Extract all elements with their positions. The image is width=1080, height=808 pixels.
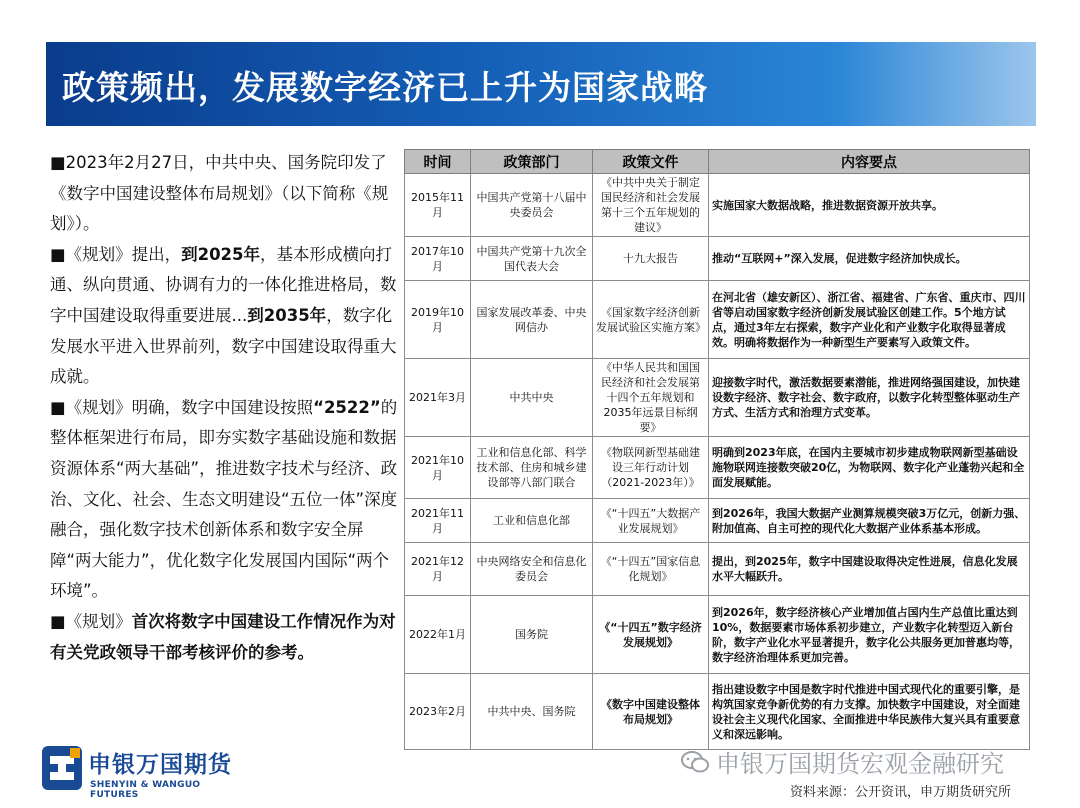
paragraph-1: ■2023年2月27日，中共中央、国务院印发了《数字中国建设整体布局规划》（以下简称《规划》）。 (50, 153, 389, 234)
cell-doc: 《中共中央关于制定国民经济和社会发展第十三个五年规划的建议》 (593, 174, 709, 237)
table-row (405, 499, 1030, 543)
source-note: 资料来源：公开资讯，申万期货研究所 (790, 785, 1012, 800)
cell-time: 2015年11月 (405, 174, 471, 237)
cell-time: 2019年10月 (405, 281, 471, 359)
cell-dept: 中央网络安全和信息化委员会 (471, 543, 593, 596)
cell-content: 到2026年，数字经济核心产业增加值占国内生产总值比重达到10%，数据要素市场体系初步建立，产业数字化转型迈入新台阶，数字产业化水平显著提升，数字化公共服务更加普惠均等，数字经济治理体系更加完善。 (709, 596, 1030, 674)
header-time: 时间 (405, 150, 471, 174)
header-doc: 政策文件 (593, 150, 709, 174)
cell-doc: 《中华人民共和国国民经济和社会发展第十四个五年规划和2035年远景目标纲要》 (593, 359, 709, 437)
table-row (405, 281, 1030, 359)
cell-time: 2022年1月 (405, 596, 471, 674)
cell-dept: 中共中央、国务院 (471, 674, 593, 750)
cell-content: 指出建设数字中国是数字时代推进中国式现代化的重要引擎，是构筑国家竞争新优势的有力支撑。加快数字中国建设，对全面建设社会主义现代化国家、全面推进中华民族伟大复兴具有重要意义和深远影响。 (709, 674, 1030, 750)
table-row (405, 596, 1030, 674)
cell-dept: 中共中央 (471, 359, 593, 437)
cell-doc: 《“十四五”国家信息化规划》 (593, 543, 709, 596)
cell-time: 2021年3月 (405, 359, 471, 437)
paragraph-3-text-b: 的整体框架进行布局，即夯实数字基础设施和数据资源体系“两大基础”，推进数字技术与经济、政治、文化、社会、生态文明建设“五位一体”深度融合，强化数字技术创新体系和数字安全屏障“两大能力”，优化数字化发展国内国际“两个环境”。 (50, 397, 398, 601)
paragraph-2 (50, 240, 400, 393)
table-row (405, 237, 1030, 281)
table-row (405, 359, 1030, 437)
cell-doc: 《“十四五”大数据产业发展规划》 (593, 499, 709, 543)
cell-content: 明确到2023年底，在国内主要城市初步建成物联网新型基础设施物联网连接数突破20亿，为物联网、数字化产业蓬勃兴起和全面发展赋能。 (709, 437, 1030, 499)
table-row (405, 543, 1030, 596)
table-row (405, 174, 1030, 237)
cell-time: 2021年12月 (405, 543, 471, 596)
cell-content: 迎接数字时代，激活数据要素潜能，推进网络强国建设，加快建设数字经济、数字社会、数字政府，以数字化转型整体驱动生产方式、生活方式和治理方式变革。 (709, 359, 1030, 437)
title-bar (46, 42, 1036, 126)
paragraph-3 (50, 393, 400, 607)
company-logo (40, 744, 240, 802)
cell-time: 2021年11月 (405, 499, 471, 543)
cell-dept: 国家发展改革委、中央网信办 (471, 281, 593, 359)
cell-doc: 《国家数字经济创新发展试验区实施方案》 (593, 281, 709, 359)
cell-doc-highlight: 《“十四五”数字经济发展规划》 (593, 596, 709, 674)
cell-doc: 《物联网新型基础建设三年行动计划（2021-2023年）》 (593, 437, 709, 499)
cell-content: 在河北省（雄安新区）、浙江省、福建省、广东省、重庆市、四川省等启动国家数字经济创新发展试验区创建工作。5个地方试点，通过3年左右探索，数字产业化和产业数字化取得显著成效。明确将数据作为一种新型生产要素写入政策文件。 (709, 281, 1030, 359)
header-content: 内容要点 (709, 150, 1030, 174)
logo-english-name: SHENYIN & WANGUO FUTURES (90, 780, 201, 800)
cell-time: 2017年10月 (405, 237, 471, 281)
cell-content: 到2026年，我国大数据产业测算规模突破3万亿元，创新力强、附加值高、自主可控的现代化大数据产业体系基本形成。 (709, 499, 1030, 543)
paragraph-4 (50, 607, 400, 668)
cell-content: 推动“互联网+”深入发展，促进数字经济加快成长。 (709, 237, 1030, 281)
logo-mark-icon (40, 744, 84, 792)
cell-content: 提出，到2025年，数字中国建设取得决定性进展，信息化发展水平大幅跃升。 (709, 543, 1030, 596)
cell-dept: 工业和信息化部 (471, 499, 593, 543)
paragraph-2-bold-2025: 到2025年 (181, 244, 261, 264)
left-text-column (50, 148, 400, 668)
paragraph-4-bold: 首次将数字中国建设工作情况作为对有关党政领导干部考核评价的参考。 (50, 611, 396, 662)
policy-table (404, 149, 1030, 750)
paragraph-2-text-b: ，基本形成横向打通、纵向贯通、协调有力的一体化推进格局，数字中国建设取得重要进展... (50, 244, 397, 325)
wechat-icon (680, 750, 710, 774)
paragraph-3-bold-2522: “2522” (313, 397, 381, 417)
cell-dept: 中国共产党第十九次全国代表大会 (471, 237, 593, 281)
paragraph-4-text: ■《规划》 (50, 611, 132, 631)
cell-dept: 工业和信息化部、科学技术部、住房和城乡建设部等八部门联合 (471, 437, 593, 499)
paragraph-2-text-c: ，数字化发展水平进入世界前列，数字中国建设取得重大成就。 (50, 305, 397, 387)
table-header-row (405, 150, 1030, 174)
paragraph-2-text: ■《规划》提出， (50, 244, 182, 264)
paragraph-3-text: ■《规划》明确，数字中国建设按照 (50, 397, 314, 417)
watermark-text: 申银万国期货宏观金融研究 (716, 750, 1004, 778)
page-title: 政策频出，发展数字经济已上升为国家战略 (62, 68, 708, 107)
cell-time: 2023年2月 (405, 674, 471, 750)
cell-content: 实施国家大数据战略，推进数据资源开放共享。 (709, 174, 1030, 237)
cell-dept: 国务院 (471, 596, 593, 674)
table-row (405, 674, 1030, 750)
cell-dept: 中国共产党第十八届中央委员会 (471, 174, 593, 237)
cell-doc: 十九大报告 (593, 237, 709, 281)
header-dept: 政策部门 (471, 150, 593, 174)
paragraph-2-bold-2035: 到2035年 (247, 305, 327, 325)
cell-time: 2021年10月 (405, 437, 471, 499)
cell-doc-highlight: 《数字中国建设整体布局规划》 (593, 674, 709, 750)
table-row (405, 437, 1030, 499)
logo-chinese-name: 申银万国期货 (88, 752, 232, 778)
